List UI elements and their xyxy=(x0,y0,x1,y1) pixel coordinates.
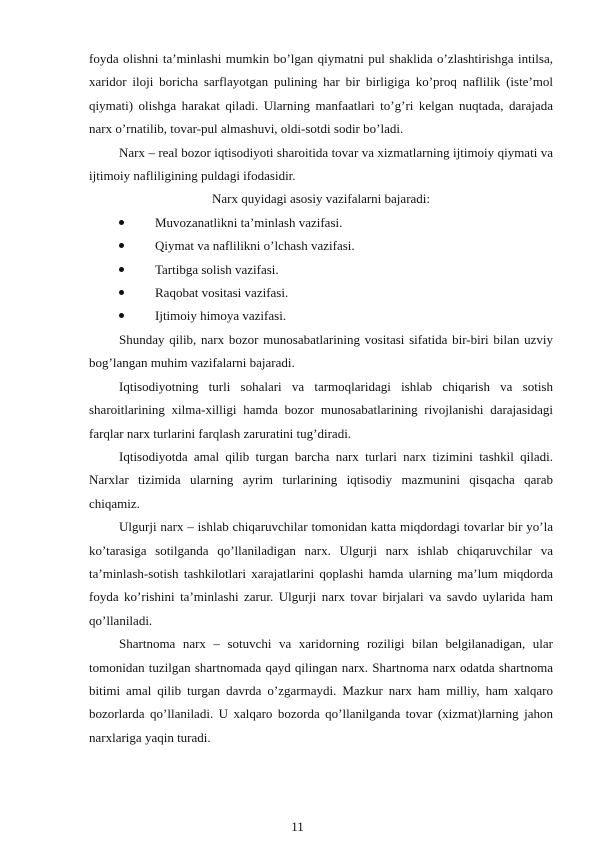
bullet-icon xyxy=(119,220,124,225)
paragraph-price-types-need: Iqtisodiyotning turli sohalari va tarmoqlaridagi ishlab chiqarish va sotish sharoitlarining xilma-xilligi hamda bozor munosabatlarining rivojlanishi darajasidagi farqlar narx turlarini farqlash zaruratini tug’diradi. xyxy=(89,378,553,441)
bullet-icon xyxy=(119,290,124,295)
list-item xyxy=(89,211,553,234)
body-text xyxy=(89,47,553,749)
price-functions-list xyxy=(89,211,553,328)
list-item xyxy=(89,234,553,257)
paragraph-intro-continuation: foyda olishni ta’minlashi mumkin bo’lgan qiymatni pul shaklida o’zlashtirishga intilsa, xaridor iloji boricha sarflayotgan pulining har bir birligiga ko’proq naflilik (iste’mol qiymati) olishga harakat qiladi. Ularning manfaatlari to’g’ri kelgan nuqtada, darajada narx o’rnatilib, tovar-pul almashuvi, oldi-sotdi sodir bo’ladi. xyxy=(89,51,553,137)
paragraph-summary: Shunday qilib, narx bozor munosabatlarining vositasi sifatida bir-biri bilan uzviy bog’langan muhim vazifalarni bajaradi. xyxy=(89,331,553,371)
list-item xyxy=(89,281,553,304)
bullet-icon xyxy=(119,313,124,318)
list-item-text: Muvozanatlikni ta’minlash vazifasi. xyxy=(155,214,343,230)
list-item-text: Raqobat vositasi vazifasi. xyxy=(155,285,289,301)
functions-heading: Narx quyidagi asosiy vazifalarni bajaradi: xyxy=(211,191,431,207)
bullet-icon xyxy=(119,267,124,272)
list-item-text: Ijtimoiy himoya vazifasi. xyxy=(155,308,287,324)
bullet-icon xyxy=(119,243,124,248)
paragraph-wholesale-price: Ulgurji narx – ishlab chiqaruvchilar tomonidan katta miqdordagi tovarlar bir yo’la ko’tarasiga sotilganda qo’llaniladigan narx. Ulgurji narx ishlab chiqaruvchilar va ta’minlash-sotish tashkilotlari xarajatlarini qoplashi hamda ularning ma’lum miqdorda foyda ko’rishini ta’minlashi zarur. Ulgurji narx tovar birjalari va savdo uylarida ham qo’llaniladi. xyxy=(89,519,553,628)
list-item xyxy=(89,258,553,281)
paragraph-price-system: Iqtisodiyotda amal qilib turgan barcha narx turlari narx tizimini tashkil qiladi. Narxlar tizimida ularning ayrim turlarining iqtisodiy mazmunini qisqacha qarab chiqamiz. xyxy=(89,448,553,511)
paragraph-price-definition: Narx – real bozor iqtisodiyoti sharoitida tovar va xizmatlarning ijtimoiy qiymati va ijtimoiy nafliligining puldagi ifodasidir. xyxy=(89,144,553,184)
list-item-text: Tartibga solish vazifasi. xyxy=(155,261,279,277)
list-item xyxy=(89,304,553,327)
page-number: 11 xyxy=(291,819,304,834)
paragraph-contract-price: Shartnoma narx – sotuvchi va xaridorning roziligi bilan belgilanadigan, ular tomonidan tuzilgan shartnomada qayd qilingan narx. Shartnoma narx odatda shartnoma bitimi amal qilib turgan davrda o’zgarmaydi. Mazkur narx ham milliy, ham xalqaro bozorlarda qo’llaniladi. U xalqaro bozorda qo’llanilganda tovar (xizmat)larning jahon narxlariga yaqin turadi. xyxy=(89,636,553,745)
list-item-text: Qiymat va naflilikni o’lchash vazifasi. xyxy=(155,238,355,254)
